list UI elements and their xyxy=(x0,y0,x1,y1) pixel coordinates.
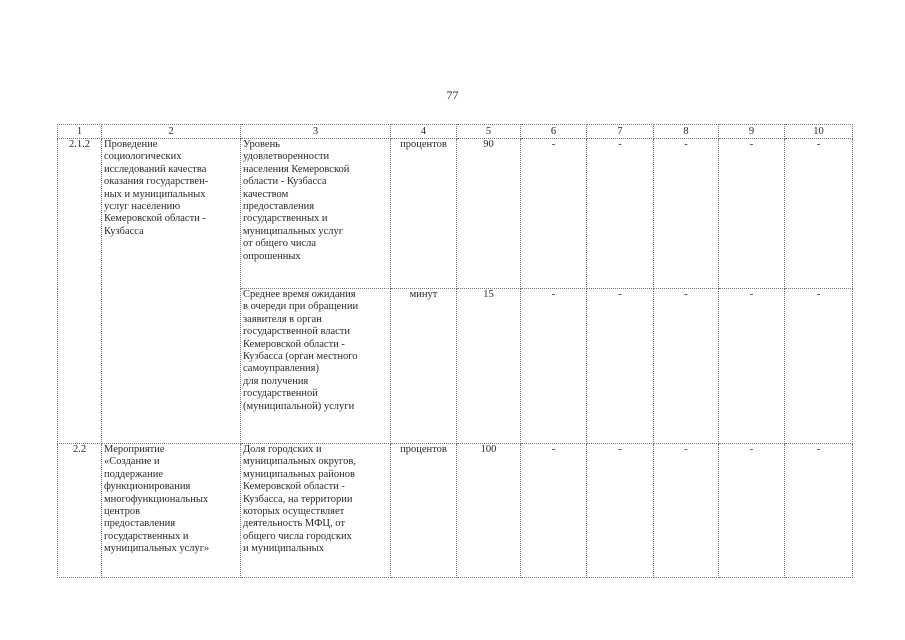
unit-cell: процентов xyxy=(391,444,457,578)
column-header: 7 xyxy=(587,125,654,139)
activity-name: Мероприятие «Создание и поддержание функционирования многофункциональных центров предоставления государственных и муниципальных услуг» xyxy=(102,444,241,578)
value-cell: 90 xyxy=(457,139,521,289)
row-number: 2.2 xyxy=(58,444,102,578)
dash-cell: - xyxy=(654,139,719,289)
column-header: 10 xyxy=(785,125,853,139)
dash-cell: - xyxy=(785,289,853,444)
column-header: 3 xyxy=(241,125,391,139)
column-header: 2 xyxy=(102,125,241,139)
dash-cell: - xyxy=(785,444,853,578)
dash-cell: - xyxy=(521,139,587,289)
column-header: 8 xyxy=(654,125,719,139)
indicator-name: Среднее время ожидания в очереди при обращении заявителя в орган государственной власти Кемеровской области - Кузбасса (орган местного самоуправления) для получения государственной (муниципальной) услуги xyxy=(241,289,391,444)
value-cell: 100 xyxy=(457,444,521,578)
dash-cell: - xyxy=(521,289,587,444)
indicator-name: Уровень удовлетворенности населения Кемеровской области - Кузбасса качеством предоставления государственных и муниципальных услуг от общего числа опрошенных xyxy=(241,139,391,289)
unit-cell: минут xyxy=(391,289,457,444)
dash-cell: - xyxy=(719,139,785,289)
dash-cell: - xyxy=(719,289,785,444)
dash-cell: - xyxy=(654,289,719,444)
activity-name: Проведение социологических исследований качества оказания государствен- ных и муниципальных услуг населению Кемеровской области - Кузбасса xyxy=(102,139,241,444)
dash-cell: - xyxy=(654,444,719,578)
indicators-table xyxy=(57,124,853,578)
indicator-name: Доля городских и муниципальных округов, муниципальных районов Кемеровской области - Кузбасса, на территории которых осуществляет деятельность МФЦ, от общего числа городских и муниципальных xyxy=(241,444,391,578)
dash-cell: - xyxy=(587,289,654,444)
unit-cell: процентов xyxy=(391,139,457,289)
table-header-row xyxy=(58,125,853,139)
page-number: 77 xyxy=(446,88,459,102)
value-cell: 15 xyxy=(457,289,521,444)
column-header: 6 xyxy=(521,125,587,139)
column-header: 5 xyxy=(457,125,521,139)
dash-cell: - xyxy=(587,139,654,289)
table-row xyxy=(58,139,853,289)
column-header: 9 xyxy=(719,125,785,139)
row-number: 2.1.2 xyxy=(58,139,102,444)
column-header: 4 xyxy=(391,125,457,139)
table-row xyxy=(58,444,853,578)
dash-cell: - xyxy=(587,444,654,578)
column-header: 1 xyxy=(58,125,102,139)
dash-cell: - xyxy=(521,444,587,578)
dash-cell: - xyxy=(719,444,785,578)
dash-cell: - xyxy=(785,139,853,289)
